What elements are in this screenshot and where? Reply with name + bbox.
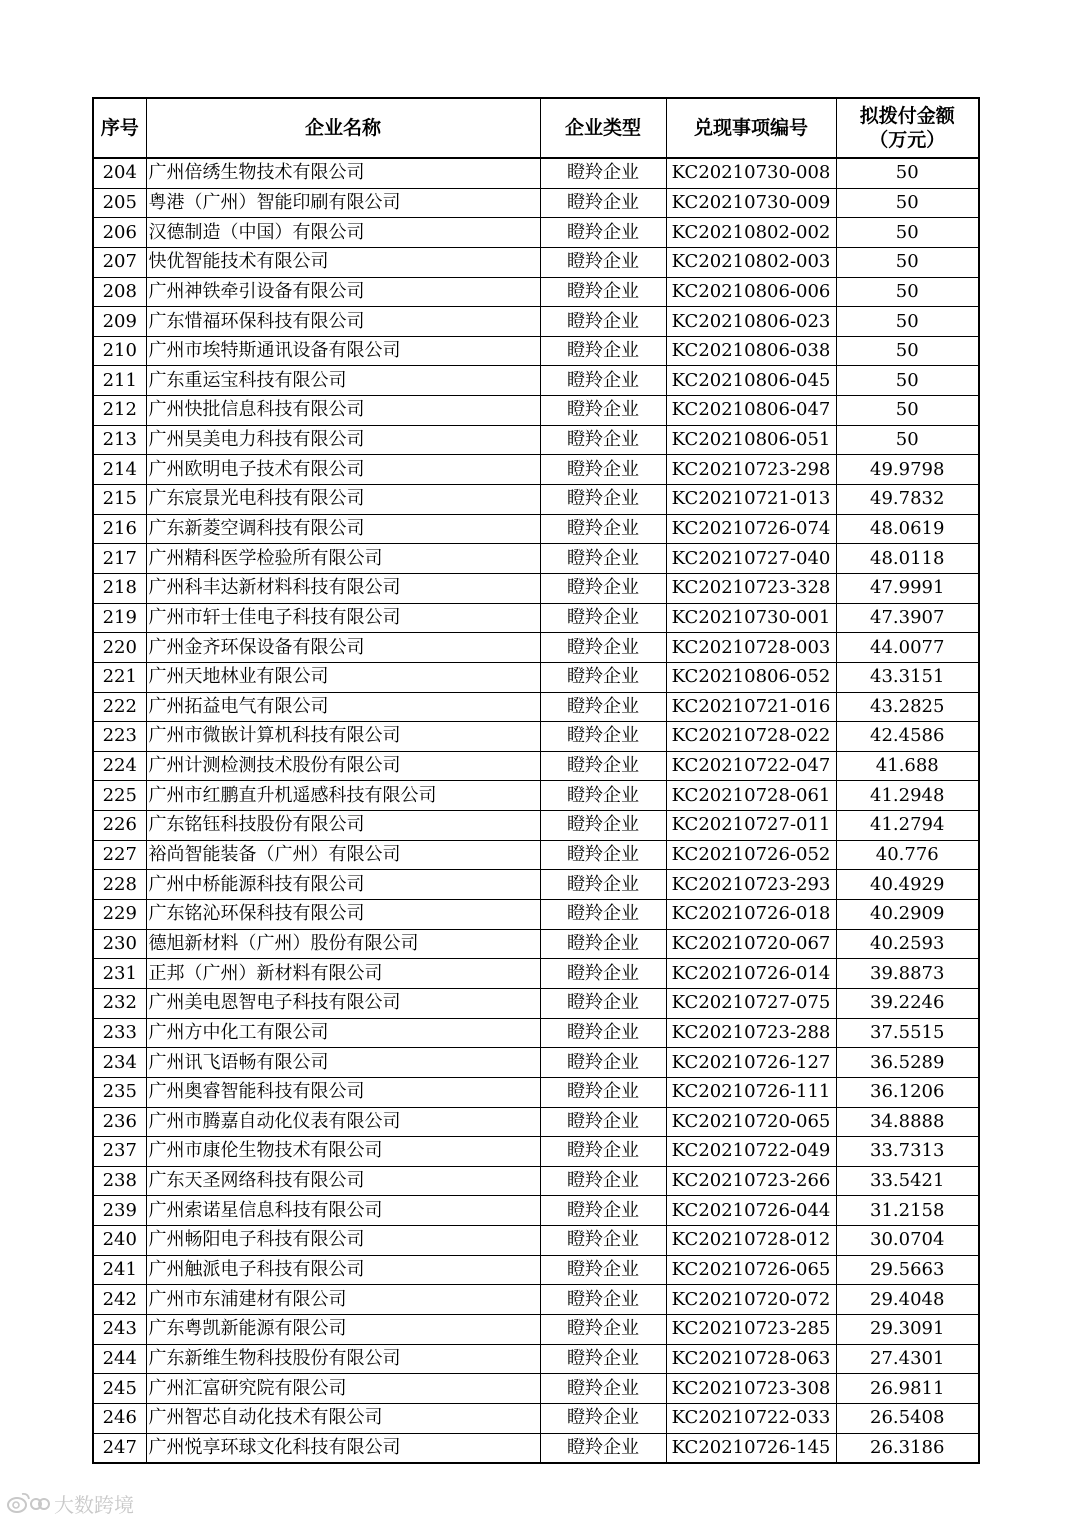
cell-item-code: KC20210727-075: [666, 988, 836, 1018]
cell-amount: 48.0118: [836, 544, 979, 574]
table-row: [93, 277, 979, 307]
cell-amount: 41.688: [836, 751, 979, 781]
header-amount: [836, 98, 979, 158]
table-row: [93, 1107, 979, 1137]
cell-company-name: 广州智芯自动化技术有限公司: [146, 1403, 540, 1433]
cell-index: 234: [93, 1048, 146, 1078]
cell-index: 213: [93, 425, 146, 455]
cell-company-name: 广州市东浦建材有限公司: [146, 1285, 540, 1315]
cell-index: 219: [93, 603, 146, 633]
cell-amount: 50: [836, 158, 979, 188]
cell-company-type: 瞪羚企业: [540, 307, 666, 337]
table-body: [93, 158, 979, 1463]
cell-index: 232: [93, 988, 146, 1018]
cell-company-name: 广州倍绣生物技术有限公司: [146, 158, 540, 188]
cell-company-name: 德旭新材料（广州）股份有限公司: [146, 929, 540, 959]
table-row: [93, 870, 979, 900]
table-row: [93, 1226, 979, 1256]
cell-amount: 42.4586: [836, 722, 979, 752]
cell-item-code: KC20210726-018: [666, 900, 836, 930]
cell-amount: 41.2948: [836, 781, 979, 811]
cell-company-type: 瞪羚企业: [540, 781, 666, 811]
cell-company-type: 瞪羚企业: [540, 1433, 666, 1463]
header-amount-line1: 拟拨付金额: [859, 105, 955, 127]
cell-company-type: 瞪羚企业: [540, 544, 666, 574]
grant-list-table: [92, 97, 980, 1464]
cell-item-code: KC20210806-051: [666, 425, 836, 455]
cell-item-code: KC20210723-266: [666, 1166, 836, 1196]
cell-index: 227: [93, 840, 146, 870]
cell-company-type: 瞪羚企业: [540, 1196, 666, 1226]
cell-company-name: 广州索诺星信息科技有限公司: [146, 1196, 540, 1226]
cell-company-type: 瞪羚企业: [540, 1137, 666, 1167]
cell-company-type: 瞪羚企业: [540, 692, 666, 722]
cell-amount: 36.5289: [836, 1048, 979, 1078]
cell-index: 215: [93, 485, 146, 515]
cell-amount: 47.9991: [836, 573, 979, 603]
cell-amount: 40.4929: [836, 870, 979, 900]
cell-index: 246: [93, 1403, 146, 1433]
cell-amount: 39.2246: [836, 988, 979, 1018]
cell-amount: 43.3151: [836, 662, 979, 692]
cell-index: 230: [93, 929, 146, 959]
table-row: [93, 218, 979, 248]
cell-amount: 29.5663: [836, 1255, 979, 1285]
cell-index: 210: [93, 336, 146, 366]
header-row: [93, 98, 979, 158]
cell-amount: 39.8873: [836, 959, 979, 989]
table-row: [93, 1077, 979, 1107]
table-row: [93, 959, 979, 989]
cell-index: 221: [93, 662, 146, 692]
cell-company-name: 广东新维生物科技股份有限公司: [146, 1344, 540, 1374]
table-row: [93, 929, 979, 959]
cell-index: 229: [93, 900, 146, 930]
cell-amount: 50: [836, 188, 979, 218]
cell-item-code: KC20210723-328: [666, 573, 836, 603]
table-row: [93, 1374, 979, 1404]
cell-index: 204: [93, 158, 146, 188]
table-row: [93, 336, 979, 366]
cell-company-type: 瞪羚企业: [540, 573, 666, 603]
cell-company-name: 粤港（广州）智能印刷有限公司: [146, 188, 540, 218]
cell-company-name: 广东天圣网络科技有限公司: [146, 1166, 540, 1196]
cell-amount: 50: [836, 247, 979, 277]
cell-company-name: 广州市红鹏直升机遥感科技有限公司: [146, 781, 540, 811]
cell-company-name: 广州方中化工有限公司: [146, 1018, 540, 1048]
cell-company-name: 广州市轩士佳电子科技有限公司: [146, 603, 540, 633]
cell-company-name: 广州金齐环保设备有限公司: [146, 633, 540, 663]
cell-company-type: 瞪羚企业: [540, 603, 666, 633]
cell-amount: 44.0077: [836, 633, 979, 663]
cell-item-code: KC20210728-012: [666, 1226, 836, 1256]
cell-amount: 30.0704: [836, 1226, 979, 1256]
cell-item-code: KC20210720-065: [666, 1107, 836, 1137]
table-row: [93, 840, 979, 870]
header-index: 序号: [93, 98, 146, 158]
cell-item-code: KC20210727-040: [666, 544, 836, 574]
cell-amount: 40.2593: [836, 929, 979, 959]
cell-item-code: KC20210722-047: [666, 751, 836, 781]
cell-item-code: KC20210806-052: [666, 662, 836, 692]
cell-index: 237: [93, 1137, 146, 1167]
cell-company-type: 瞪羚企业: [540, 1374, 666, 1404]
cell-company-type: 瞪羚企业: [540, 662, 666, 692]
cell-item-code: KC20210806-038: [666, 336, 836, 366]
table-row: [93, 751, 979, 781]
table-row: [93, 396, 979, 426]
cell-index: 217: [93, 544, 146, 574]
cell-item-code: KC20210728-022: [666, 722, 836, 752]
cell-company-name: 快优智能技术有限公司: [146, 247, 540, 277]
table-row: [93, 1433, 979, 1463]
table-row: [93, 455, 979, 485]
cell-company-name: 广州奥睿智能科技有限公司: [146, 1077, 540, 1107]
cell-company-name: 广州中桥能源科技有限公司: [146, 870, 540, 900]
cell-amount: 29.3091: [836, 1314, 979, 1344]
cell-company-type: 瞪羚企业: [540, 1403, 666, 1433]
cell-company-type: 瞪羚企业: [540, 247, 666, 277]
cell-company-name: 广州天地林业有限公司: [146, 662, 540, 692]
cell-item-code: KC20210726-127: [666, 1048, 836, 1078]
cell-amount: 34.8888: [836, 1107, 979, 1137]
weibo-logo-icon: [6, 1490, 50, 1516]
cell-amount: 27.4301: [836, 1344, 979, 1374]
cell-amount: 41.2794: [836, 811, 979, 841]
cell-company-type: 瞪羚企业: [540, 514, 666, 544]
cell-index: 236: [93, 1107, 146, 1137]
cell-index: 245: [93, 1374, 146, 1404]
cell-company-name: 正邦（广州）新材料有限公司: [146, 959, 540, 989]
cell-company-type: 瞪羚企业: [540, 218, 666, 248]
header-company-type: 企业类型: [540, 98, 666, 158]
cell-company-name: 广州讯飞语畅有限公司: [146, 1048, 540, 1078]
cell-company-name: 广东铭钰科技股份有限公司: [146, 811, 540, 841]
cell-index: 209: [93, 307, 146, 337]
cell-company-name: 广州精科医学检验所有限公司: [146, 544, 540, 574]
cell-index: 243: [93, 1314, 146, 1344]
cell-item-code: KC20210802-002: [666, 218, 836, 248]
cell-company-name: 广州触派电子科技有限公司: [146, 1255, 540, 1285]
cell-amount: 31.2158: [836, 1196, 979, 1226]
cell-index: 238: [93, 1166, 146, 1196]
cell-company-name: 广州汇富研究院有限公司: [146, 1374, 540, 1404]
cell-index: 220: [93, 633, 146, 663]
table-row: [93, 988, 979, 1018]
cell-item-code: KC20210728-063: [666, 1344, 836, 1374]
cell-company-name: 广东新菱空调科技有限公司: [146, 514, 540, 544]
cell-company-name: 广州畅阳电子科技有限公司: [146, 1226, 540, 1256]
cell-amount: 50: [836, 218, 979, 248]
table-row: [93, 1018, 979, 1048]
cell-company-type: 瞪羚企业: [540, 751, 666, 781]
cell-item-code: KC20210802-003: [666, 247, 836, 277]
cell-company-name: 广东铭沁环保科技有限公司: [146, 900, 540, 930]
cell-company-type: 瞪羚企业: [540, 396, 666, 426]
table-row: [93, 485, 979, 515]
table-row: [93, 1344, 979, 1374]
cell-company-type: 瞪羚企业: [540, 1107, 666, 1137]
cell-item-code: KC20210806-045: [666, 366, 836, 396]
cell-amount: 26.9811: [836, 1374, 979, 1404]
table-row: [93, 900, 979, 930]
table-row: [93, 603, 979, 633]
cell-item-code: KC20210726-044: [666, 1196, 836, 1226]
cell-company-name: 广东重运宝科技有限公司: [146, 366, 540, 396]
cell-index: 228: [93, 870, 146, 900]
cell-company-type: 瞪羚企业: [540, 633, 666, 663]
table-row: [93, 781, 979, 811]
cell-item-code: KC20210721-016: [666, 692, 836, 722]
cell-index: 224: [93, 751, 146, 781]
cell-company-type: 瞪羚企业: [540, 485, 666, 515]
table-row: [93, 1166, 979, 1196]
cell-company-name: 广东宸景光电科技有限公司: [146, 485, 540, 515]
cell-company-type: 瞪羚企业: [540, 1048, 666, 1078]
cell-company-name: 广州美电恩智电子科技有限公司: [146, 988, 540, 1018]
cell-amount: 33.7313: [836, 1137, 979, 1167]
cell-item-code: KC20210720-067: [666, 929, 836, 959]
cell-item-code: KC20210723-308: [666, 1374, 836, 1404]
cell-amount: 48.0619: [836, 514, 979, 544]
cell-company-name: 广州欧明电子技术有限公司: [146, 455, 540, 485]
cell-company-name: 广州市腾嘉自动化仪表有限公司: [146, 1107, 540, 1137]
header-company-name: 企业名称: [146, 98, 540, 158]
cell-item-code: KC20210726-111: [666, 1077, 836, 1107]
table-row: [93, 366, 979, 396]
cell-amount: 50: [836, 277, 979, 307]
cell-company-name: 广东粤凯新能源有限公司: [146, 1314, 540, 1344]
cell-company-type: 瞪羚企业: [540, 188, 666, 218]
table-row: [93, 307, 979, 337]
cell-amount: 43.2825: [836, 692, 979, 722]
cell-item-code: KC20210726-074: [666, 514, 836, 544]
cell-company-name: 广州拓益电气有限公司: [146, 692, 540, 722]
cell-index: 240: [93, 1226, 146, 1256]
cell-company-name: 广州悦享环球文化科技有限公司: [146, 1433, 540, 1463]
cell-company-type: 瞪羚企业: [540, 870, 666, 900]
cell-item-code: KC20210726-014: [666, 959, 836, 989]
cell-item-code: KC20210726-065: [666, 1255, 836, 1285]
cell-index: 247: [93, 1433, 146, 1463]
cell-item-code: KC20210727-011: [666, 811, 836, 841]
cell-index: 205: [93, 188, 146, 218]
cell-index: 207: [93, 247, 146, 277]
cell-index: 226: [93, 811, 146, 841]
cell-item-code: KC20210726-145: [666, 1433, 836, 1463]
table-row: [93, 1403, 979, 1433]
cell-company-type: 瞪羚企业: [540, 277, 666, 307]
cell-company-name: 裕尚智能装备（广州）有限公司: [146, 840, 540, 870]
table-row: [93, 188, 979, 218]
table-row: [93, 1196, 979, 1226]
cell-company-type: 瞪羚企业: [540, 1344, 666, 1374]
table-row: [93, 247, 979, 277]
cell-index: 216: [93, 514, 146, 544]
cell-index: 239: [93, 1196, 146, 1226]
cell-index: 223: [93, 722, 146, 752]
cell-index: 206: [93, 218, 146, 248]
cell-item-code: KC20210806-023: [666, 307, 836, 337]
table-row: [93, 633, 979, 663]
table-row: [93, 573, 979, 603]
cell-company-type: 瞪羚企业: [540, 722, 666, 752]
cell-company-type: 瞪羚企业: [540, 1255, 666, 1285]
cell-company-type: 瞪羚企业: [540, 1314, 666, 1344]
cell-company-name: 广州市康伦生物技术有限公司: [146, 1137, 540, 1167]
cell-item-code: KC20210806-006: [666, 277, 836, 307]
cell-item-code: KC20210728-061: [666, 781, 836, 811]
header-amount-line2: （万元）: [869, 129, 946, 151]
cell-company-type: 瞪羚企业: [540, 840, 666, 870]
cell-amount: 50: [836, 366, 979, 396]
table-row: [93, 811, 979, 841]
table-row: [93, 722, 979, 752]
cell-company-name: 汉德制造（中国）有限公司: [146, 218, 540, 248]
table-row: [93, 1255, 979, 1285]
cell-index: 212: [93, 396, 146, 426]
cell-amount: 36.1206: [836, 1077, 979, 1107]
cell-item-code: KC20210723-288: [666, 1018, 836, 1048]
cell-item-code: KC20210720-072: [666, 1285, 836, 1315]
cell-index: 222: [93, 692, 146, 722]
cell-company-name: 广州科丰达新材料科技有限公司: [146, 573, 540, 603]
cell-index: 241: [93, 1255, 146, 1285]
table-row: [93, 514, 979, 544]
table-row: [93, 692, 979, 722]
cell-company-type: 瞪羚企业: [540, 1226, 666, 1256]
watermark-text: 大数跨境: [54, 1492, 134, 1517]
cell-company-type: 瞪羚企业: [540, 1018, 666, 1048]
cell-item-code: KC20210730-008: [666, 158, 836, 188]
cell-company-name: 广州昊美电力科技有限公司: [146, 425, 540, 455]
cell-company-type: 瞪羚企业: [540, 366, 666, 396]
cell-item-code: KC20210730-009: [666, 188, 836, 218]
cell-amount: 50: [836, 336, 979, 366]
cell-company-name: 广州市埃特斯通讯设备有限公司: [146, 336, 540, 366]
table-row: [93, 662, 979, 692]
table-row: [93, 544, 979, 574]
cell-company-type: 瞪羚企业: [540, 1285, 666, 1315]
table-row: [93, 1314, 979, 1344]
cell-amount: 50: [836, 425, 979, 455]
cell-company-type: 瞪羚企业: [540, 455, 666, 485]
cell-company-name: 广东惜福环保科技有限公司: [146, 307, 540, 337]
cell-company-name: 广州计测检测技术股份有限公司: [146, 751, 540, 781]
cell-company-type: 瞪羚企业: [540, 1077, 666, 1107]
cell-item-code: KC20210806-047: [666, 396, 836, 426]
cell-amount: 26.5408: [836, 1403, 979, 1433]
cell-amount: 37.5515: [836, 1018, 979, 1048]
cell-item-code: KC20210723-285: [666, 1314, 836, 1344]
cell-index: 235: [93, 1077, 146, 1107]
cell-index: 208: [93, 277, 146, 307]
cell-company-type: 瞪羚企业: [540, 1166, 666, 1196]
table-row: [93, 1137, 979, 1167]
cell-amount: 49.9798: [836, 455, 979, 485]
cell-amount: 33.5421: [836, 1166, 979, 1196]
header-item-code: 兑现事项编号: [666, 98, 836, 158]
cell-amount: 40.776: [836, 840, 979, 870]
cell-company-type: 瞪羚企业: [540, 336, 666, 366]
cell-company-type: 瞪羚企业: [540, 425, 666, 455]
cell-item-code: KC20210722-033: [666, 1403, 836, 1433]
cell-index: 211: [93, 366, 146, 396]
table-row: [93, 158, 979, 188]
cell-item-code: KC20210723-293: [666, 870, 836, 900]
table-row: [93, 1048, 979, 1078]
cell-amount: 50: [836, 307, 979, 337]
cell-amount: 26.3186: [836, 1433, 979, 1463]
watermark: [6, 1488, 134, 1518]
cell-index: 218: [93, 573, 146, 603]
table-row: [93, 1285, 979, 1315]
cell-company-type: 瞪羚企业: [540, 959, 666, 989]
cell-company-type: 瞪羚企业: [540, 988, 666, 1018]
cell-item-code: KC20210730-001: [666, 603, 836, 633]
table-header: [93, 98, 979, 158]
cell-index: 233: [93, 1018, 146, 1048]
cell-item-code: KC20210728-003: [666, 633, 836, 663]
cell-company-type: 瞪羚企业: [540, 811, 666, 841]
cell-amount: 49.7832: [836, 485, 979, 515]
table-row: [93, 425, 979, 455]
cell-company-type: 瞪羚企业: [540, 929, 666, 959]
cell-index: 225: [93, 781, 146, 811]
cell-amount: 47.3907: [836, 603, 979, 633]
cell-item-code: KC20210722-049: [666, 1137, 836, 1167]
cell-index: 214: [93, 455, 146, 485]
cell-item-code: KC20210723-298: [666, 455, 836, 485]
cell-index: 244: [93, 1344, 146, 1374]
cell-company-name: 广州市微嵌计算机科技有限公司: [146, 722, 540, 752]
cell-item-code: KC20210721-013: [666, 485, 836, 515]
cell-amount: 50: [836, 396, 979, 426]
cell-company-name: 广州神铁牵引设备有限公司: [146, 277, 540, 307]
cell-index: 231: [93, 959, 146, 989]
cell-company-type: 瞪羚企业: [540, 900, 666, 930]
cell-amount: 40.2909: [836, 900, 979, 930]
cell-company-type: 瞪羚企业: [540, 158, 666, 188]
cell-item-code: KC20210726-052: [666, 840, 836, 870]
cell-amount: 29.4048: [836, 1285, 979, 1315]
cell-index: 242: [93, 1285, 146, 1315]
cell-company-name: 广州快批信息科技有限公司: [146, 396, 540, 426]
